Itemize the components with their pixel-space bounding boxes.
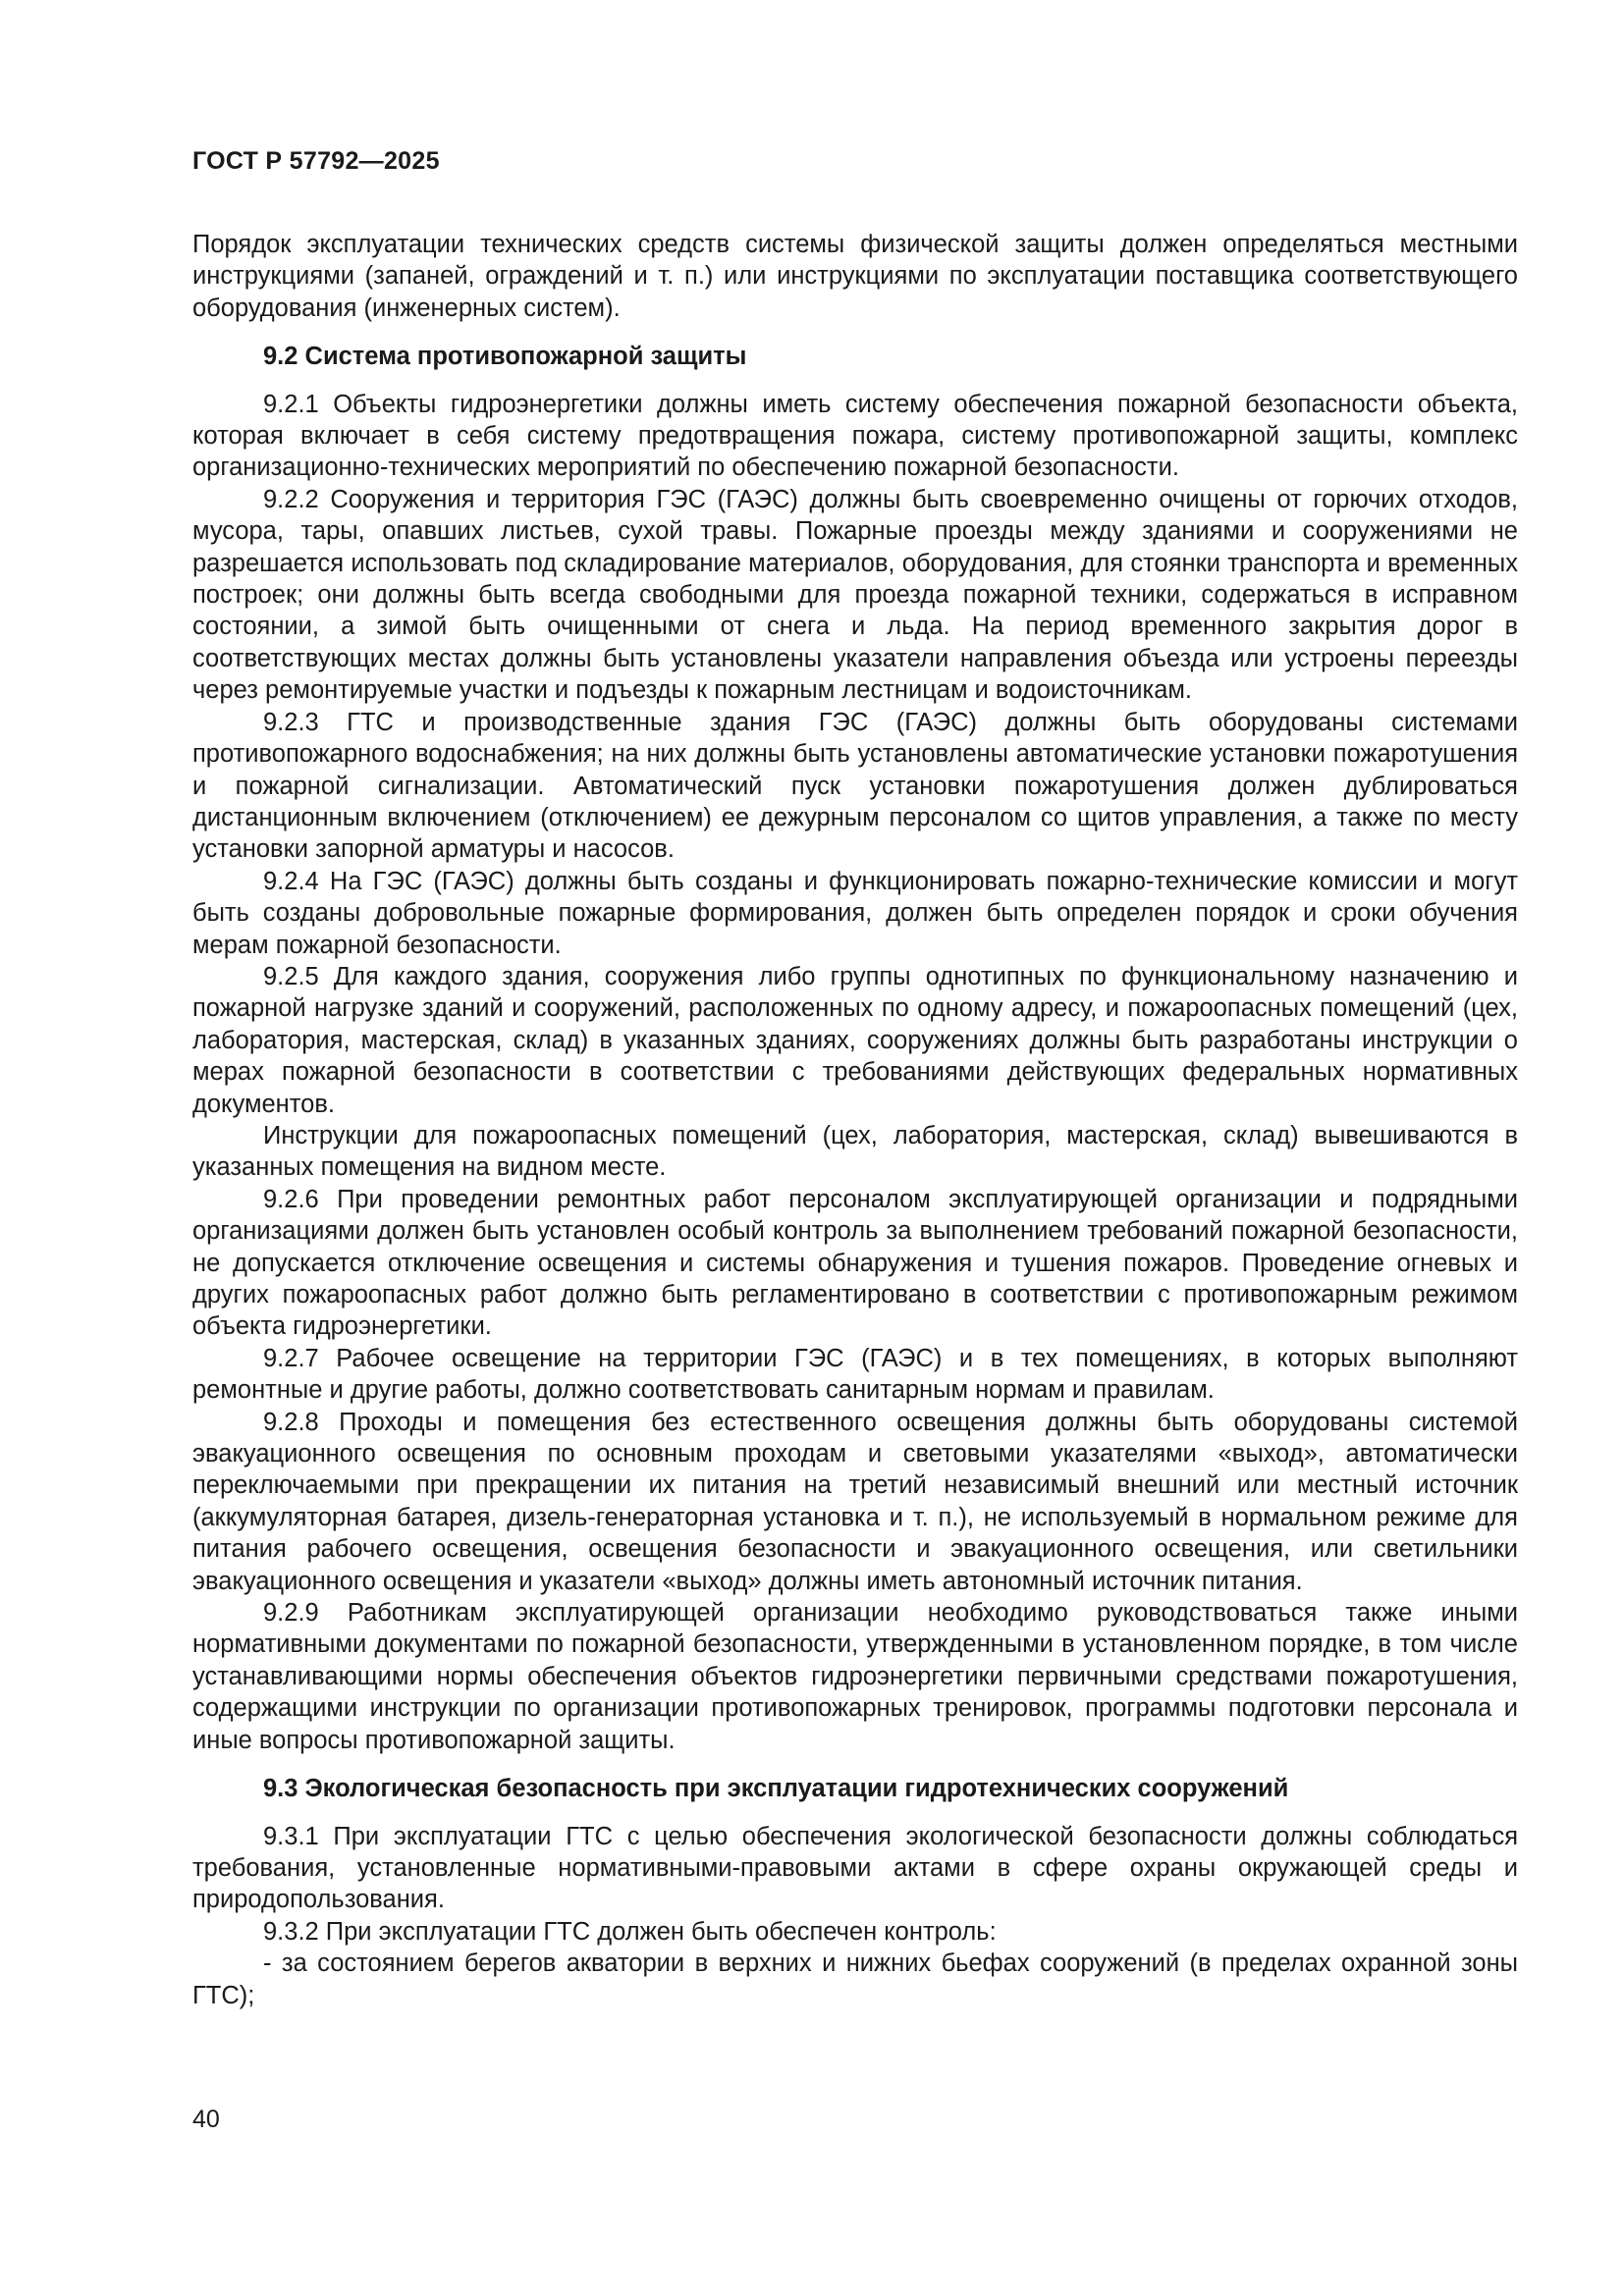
paragraph-9-2-6: 9.2.6 При проведении ремонтных работ персоналом эксплуатирующей организации и подрядными организациями должен быть установлен особый контроль за выполнением требований пожарной безопасности, не допускается отключение освещения и системы обнаружения и тушения пожаров. Проведение огневых и других пожароопасных работ должно быть регламентировано в соответствии с противопожарным режимом объекта гидроэнергетики. — [192, 1185, 1518, 1341]
paragraph-9-2-7: 9.2.7 Рабочее освещение на территории ГЭС (ГАЭС) и в тех помещениях, в которых выполняют ремонтные и другие работы, должно соответствовать санитарным нормам и правилам. — [192, 1344, 1518, 1405]
intro-paragraph: Порядок эксплуатации технических средств системы физической защиты должен определяться местными инструкциями (запаней, ограждений и т. п.) или инструкциями по эксплуатации поставщика соответствующего оборудования (инженерных систем). — [192, 231, 1518, 322]
paragraph-9-2-8: 9.2.8 Проходы и помещения без естественного освещения должны быть оборудованы системой эвакуационного освещения по основным проходам и световыми указателями «выход», автоматически переключаемыми при прекращении их питания на третий независимый внешний или местный источник (аккумуляторная батарея, дизель-генераторная установка и т. п.), не используемый в нормальном режиме для питания рабочего освещения, освещения безопасности и эвакуационного освещения, или светильники эвакуационного освещения и указатели «выход» должны иметь автономный источник питания. — [192, 1408, 1518, 1595]
document-header: ГОСТ Р 57792—2025 — [192, 147, 440, 175]
section-heading-9-2: 9.2 Система противопожарной защиты — [263, 343, 747, 371]
paragraph-9-2-9: 9.2.9 Работникам эксплуатирующей организации необходимо руководствоваться также иными нормативными документами по пожарной безопасности, утвержденными в установленном порядке, в том числе устанавливающими нормы обеспечения объектов гидроэнергетики первичными средствами пожаротушения, содержащими инструкции по организации противопожарных тренировок, программы подготовки персонала и иные вопросы противопожарной защиты. — [192, 1599, 1518, 1754]
paragraph-9-3-1: 9.3.1 При эксплуатации ГТС с целью обеспечения экологической безопасности должны соблюдаться требования, установленные нормативными-правовыми актами в сфере охраны окружающей среды и природопользования. — [192, 1822, 1518, 1914]
section-heading-9-3: 9.3 Экологическая безопасность при эксплуатации гидротехнических сооружений — [263, 1775, 1289, 1803]
paragraph-9-2-5-instructions: Инструкции для пожароопасных помещений (цех, лаборатория, мастерская, склад) вывешиваются в указанных помещения на видном месте. — [192, 1121, 1518, 1182]
paragraph-9-3-2: 9.3.2 При эксплуатации ГТС должен быть обеспечен контроль: — [263, 1917, 997, 1946]
paragraph-9-2-3: 9.2.3 ГТС и производственные здания ГЭС (ГАЭС) должны быть оборудованы системами противопожарного водоснабжения; на них должны быть установлены автоматические установки пожаротушения и пожарной сигнализации. Автоматический пуск установки пожаротушения должен дублироваться дистанционным включением (отключением) ее дежурным персоналом со щитов управления, а также по месту установки запорной арматуры и насосов. — [192, 708, 1518, 864]
list-item: - за состоянием берегов акватории в верхних и нижних бьефах сооружений (в пределах охранной зоны ГТС); — [192, 1949, 1518, 2009]
page-number: 40 — [192, 2106, 220, 2133]
paragraph-9-2-4: 9.2.4 На ГЭС (ГАЭС) должны быть созданы и функционировать пожарно-технические комиссии и могут быть созданы добровольные пожарные формирования, должен быть определен порядок и сроки обучения мерам пожарной безопасности. — [192, 867, 1518, 959]
document-page — [192, 147, 1518, 2011]
paragraph-9-2-1: 9.2.1 Объекты гидроэнергетики должны иметь систему обеспечения пожарной безопасности объекта, которая включает в себя систему предотвращения пожара, систему противопожарной защиты, комплекс организационно-технических мероприятий по обеспечению пожарной безопасности. — [192, 390, 1518, 482]
paragraph-9-2-5: 9.2.5 Для каждого здания, сооружения либо группы однотипных по функциональному назначению и пожарной нагрузке зданий и сооружений, расположенных по одному адресу, и пожароопасных помещений (цех, лаборатория, мастерская, склад) в указанных зданиях, сооружениях должны быть разработаны инструкции о мерах пожарной безопасности в соответствии с требованиями действующих федеральных нормативных документов. — [192, 962, 1518, 1118]
paragraph-9-2-2: 9.2.2 Сооружения и территория ГЭС (ГАЭС) должны быть своевременно очищены от горючих отходов, мусора, тары, опавших листьев, сухой травы. Пожарные проезды между зданиями и сооружениями не разрешается использовать под складирование материалов, оборудования, для стоянки транспорта и временных построек; они должны быть всегда свободными для проезда пожарной техники, содержаться в исправном состоянии, а зимой быть очищенными от снега и льда. На период временного закрытия дорог в соответствующих местах должны быть установлены указатели направления объезда или устроены переезды через ремонтируемые участки и подъезды к пожарным лестницам и водоисточникам. — [192, 485, 1518, 705]
